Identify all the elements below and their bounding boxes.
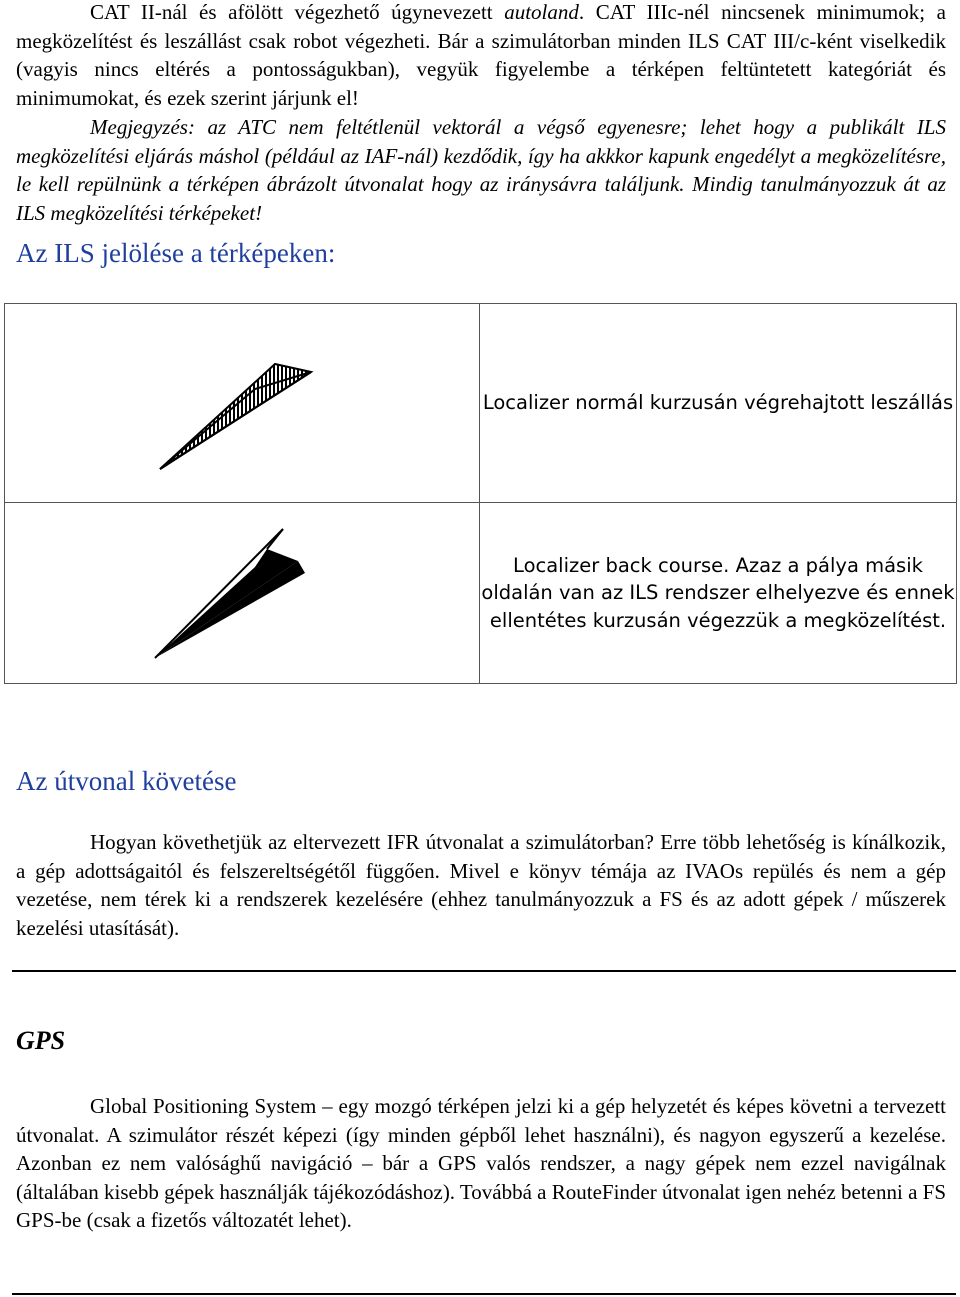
section-divider (12, 970, 956, 972)
gps-paragraph: Global Positioning System – egy mozgó térképen jelzi ki a gép helyzetét és képes követni a tervezett útvonalat. A szimulátor részét képezi (így minden gépből lehet használni), és nagyon egyszerű a kezelése. Azonban ez nem valósághű navigáció – bár a GPS valós rendszer, a nagy gépek nem ezzel navigálnak (általában kisebb gépek használják tájékozódáshoz). Továbbá a RouteFinder útvonalat igen nehéz betenni a FS GPS-be (csak a fizetős változatét lehet). (16, 1094, 946, 1232)
intro-text-b: . CAT IIIc-nél nincsenek minimumok; a megközelítést és leszállást csak robot végezheti. Bár a szimulátorban minden ILS CAT III/c-ként viselkedik (vagyis nincs eltérés a pontosságukban), vegyük figyelembe a térképen feltüntetett kategóriát és minimumokat, és ezek szerint járjunk el! (16, 0, 946, 110)
gps-heading: GPS (16, 1026, 66, 1055)
route-paragraph: Hogyan követhetjük az eltervezett IFR útvonalat a szimulátorban? Erre több lehetőség is kínálkozik, a gép adottságaitól és felszereltségétől függően. Mivel e könyv témája az IVAOs repülés és nem a gép vezetése, nem térek ki a rendszerek kezelésére (ehhez tanulmányozzuk a FS és az adott gépek / műszerek kezelési utasítását). (16, 830, 946, 940)
symbol-cell (5, 503, 480, 684)
localizer-back-course-symbol (5, 503, 479, 684)
ils-row-2-description: Localizer back course. Azaz a pálya másik oldalán van az ILS rendszer elhelyezve és ennek ellentétes kurzusán végezzük a megközelítést. (480, 503, 957, 684)
note-paragraph: Megjegyzés: az ATC nem feltétlenül vektorál a végső egyenesre; lehet hogy a publikált ILS megközelítési eljárás máshol (például az IAF-nál) kezdődik, így ha akkkor kapunk engedélyt a megközelítésre, le kell repülnünk a térképen ábrázolt útvonalat hogy az iránysávra találjunk. Mindig tanulmányozzuk át az ILS megközelítési térképeket! (16, 115, 946, 225)
route-heading: Az útvonal követése (16, 766, 237, 796)
ils-symbols-table (4, 303, 957, 684)
ils-row-1-description: Localizer normál kurzusán végrehajtott leszállás (480, 304, 957, 503)
bottom-divider (12, 1293, 956, 1295)
localizer-front-course-symbol (5, 304, 479, 503)
intro-paragraph (16, 0, 946, 112)
intro-text-a: CAT II-nál és afölött végezhető úgynevezett (90, 0, 505, 24)
symbol-cell (5, 304, 480, 503)
ils-row-front-course (5, 304, 957, 503)
intro-italic-term: autoland (504, 0, 579, 24)
ils-heading: Az ILS jelölése a térképeken: (16, 238, 336, 268)
ils-row-back-course (5, 503, 957, 684)
